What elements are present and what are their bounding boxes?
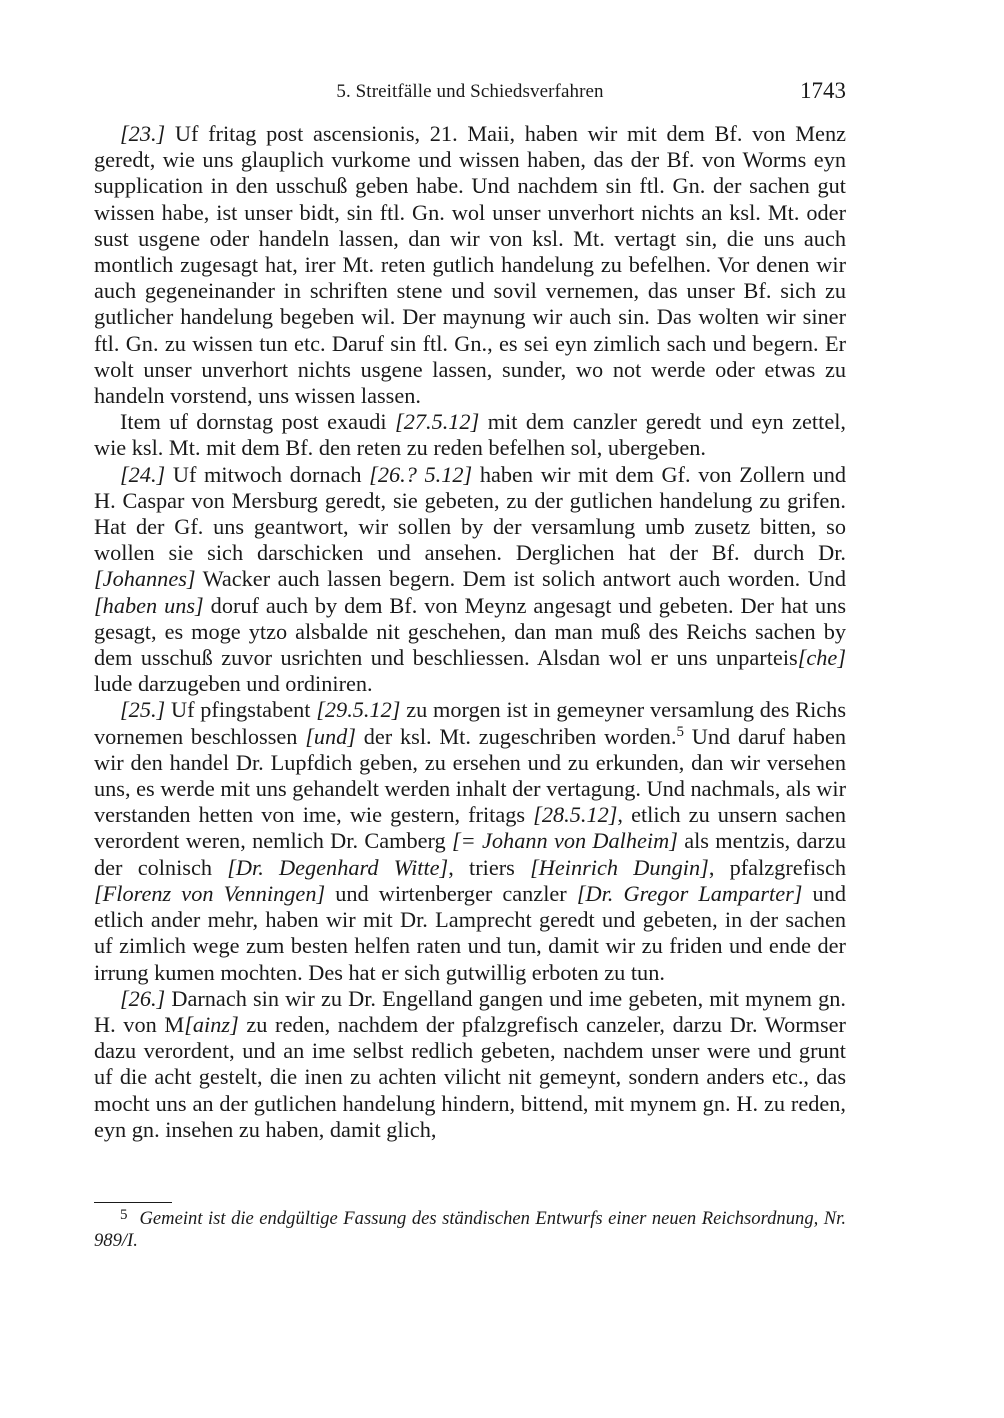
body-text — [94, 121, 846, 1143]
editorial-insert: [26.? 5.12] — [369, 461, 473, 487]
footnote-number: 5 — [120, 1207, 128, 1223]
text-run: , triers — [448, 854, 531, 880]
text-run: als mentzis, darzu der colnisch — [94, 828, 847, 880]
editorial-insert: [che] — [797, 645, 846, 671]
editorial-insert: [haben uns] — [94, 592, 204, 618]
text-run: der ksl. Mt. zugeschriben worden. — [356, 723, 677, 749]
text-run: mit dem canzler geredt und eyn zettel, wie ksl. Mt. mit dem Bf. den reten zu reden befelhen sol, ubergeben. — [94, 409, 846, 461]
text-run: Item uf dornstag post exaudi — [120, 409, 396, 435]
footnote-text: Gemeint ist die endgültige Fassung des ständischen Entwurfs einer neuen Reichsordnung, Nr. 989/I. — [94, 1208, 846, 1251]
running-title: 5. Streitfälle und Schiedsverfahren — [336, 81, 604, 102]
text-run: lude darzugeben und ordiniren. — [94, 671, 373, 697]
editorial-insert: [24.] — [120, 461, 166, 487]
footnote — [94, 1208, 846, 1252]
text-run: Wacker auch lassen begern. Dem ist solich antwort auch worden. Und — [195, 566, 846, 592]
text-run: Uf mitwoch dornach — [165, 461, 370, 487]
footnote-rule — [94, 1202, 172, 1203]
editorial-insert: [Florenz von Venningen] — [94, 880, 326, 906]
editorial-insert: [28.5.12] — [533, 802, 618, 828]
text-run: Uf fritag post ascensionis, 21. Maii, haben wir mit dem Bf. von Menz geredt, wie uns glauplich vurkome und wissen haben, das der Bf. von Worms eyn supplication in den usschuß geben habe. Und nachdem sin ftl. Gn. der sachen gut wissen habe, ist unser bidt, sin ftl. Gn. wol unser unverhort nichts an ksl. Mt. oder sust usgene oder handeln lassen, dan wir von ksl. Mt. vertagt sin, die uns auch montlich zugesagt hat, irer Mt. reten gutlich handelung zu befelhen. Vor denen wir auch gegeneinander in schriften stene und sovil vernemen, das unser Bf. sich zu gutlicher handelung begeben wil. Der maynung wir auch sin. Das wolten wir siner ftl. Gn. zu wissen tun etc. Daruf sin ftl. Gn., es sei eyn zimlich sach und begern. Er wolt unser unverhort nichts usgene lassen, sunder, wo not werde oder etwas zu handeln vorstend, uns wissen lassen. — [94, 121, 846, 409]
paragraph-item-dornstag — [94, 409, 846, 461]
text-run: Und daruf haben wir den handel Dr. Lupfdich geben, zu ersehen und zu erkunden, dan wir versehen uns, es werde mit uns gehandelt werden inhalt der vertagung. Und nachmals, als wir verstanden hetten von ime, wie gestern, fritags — [94, 723, 846, 828]
text-run: und etlich ander mehr, haben wir mit Dr. Lamprecht geredt und gebeten, in der sachen uf zimlich wege zum besten helfen raten und tun, damit wir zu friden und ende der irrung kumen mochten. Des hat er sich gutwillig erboten zu tun. — [94, 880, 846, 985]
footnote-ref: 5 — [676, 723, 685, 740]
text-run: Darnach sin wir zu Dr. Engelland gangen und ime gebeten, mit mynem gn. H. von M — [94, 985, 846, 1037]
editorial-insert: [ainz] — [184, 1011, 239, 1037]
text-run: Uf pfingstabent — [165, 697, 317, 723]
editorial-insert: [Dr. Gregor Lamparter] — [576, 880, 803, 906]
paragraph-24 — [94, 462, 846, 698]
page-header — [94, 78, 846, 108]
editorial-insert: [= Johann von Dalheim] — [451, 828, 678, 854]
text-run: , pfalzgrefisch — [708, 854, 846, 880]
text-run: doruf auch by dem Bf. von Meynz angesagt und gebeten. Der hat uns gesagt, es moge ytzo alsbalde nit geschehen, dan man muß des Reichs sachen by dem usschuß zuvor usrichten und beschliessen. Alsdan wol er uns unparteis — [94, 592, 846, 671]
text-run: zu morgen ist in gemeyner versamlung des Richs vornemen beschlossen — [94, 697, 846, 749]
editorial-insert: [23.] — [120, 121, 166, 146]
page-number: 1743 — [800, 78, 846, 103]
text-run: zu reden, nachdem der pfalzgrefisch canzeler, darzu Dr. Wormser dazu verordent, und an ime selbst redlich gebeten, nachdem unser were und grunt uf die acht gestelt, die inen zu achten vilicht nit gemeynt, sondern anders etc., das mocht uns an der gutlichen handelung hindern, bittend, mit mynem gn. H. zu reden, eyn gn. insehen zu haben, damit glich, — [94, 1011, 846, 1142]
editorial-insert: [25.] — [120, 697, 166, 723]
editorial-insert: [27.5.12] — [395, 409, 480, 435]
editorial-insert: [und] — [305, 723, 356, 749]
paragraph-26 — [94, 986, 846, 1143]
text-run: und wirtenberger canzler — [325, 880, 577, 906]
editorial-insert: [Heinrich Dungin] — [530, 854, 709, 880]
text-run: haben wir mit dem Gf. von Zollern und H. Caspar von Mersburg geredt, sie gebeten, zu der gutlichen handelung zu grifen. Hat der Gf. uns geantwort, wir sollen by der versamlung umb zusetz bitten, so wollen sie sich darschicken und ansehen. Derglichen hat der Bf. durch Dr. — [94, 461, 846, 566]
paragraph-23 — [94, 121, 846, 409]
editorial-insert: [Johannes] — [94, 566, 196, 592]
editorial-insert: [Dr. Degenhard Witte] — [227, 854, 449, 880]
editorial-insert: [29.5.12] — [316, 697, 401, 723]
editorial-insert: [26.] — [120, 985, 166, 1011]
text-run: , etlich zu unsern sachen verordent weren, nemlich Dr. Camberg — [94, 802, 846, 854]
paragraph-25 — [94, 697, 846, 985]
